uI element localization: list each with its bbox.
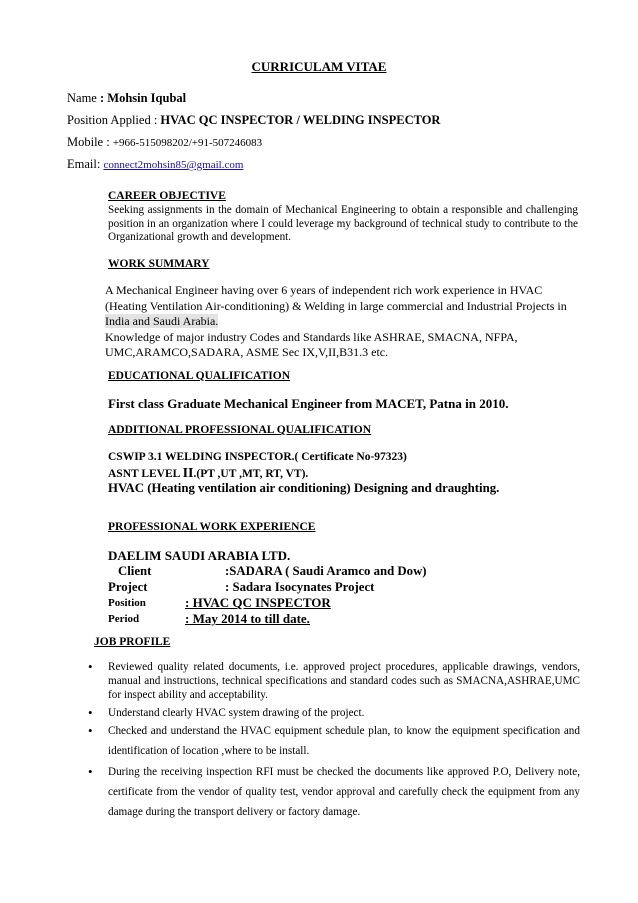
work-summary-line: UMC,ARAMCO,SADARA, ASME Sec IX,V,II,B31.3 etc. [105, 345, 389, 359]
additional-qualification-heading: ADDITIONAL PROFESSIONAL QUALIFICATION [108, 424, 372, 436]
mobile-value: +966-515098202/+91-507246083 [112, 137, 263, 149]
mobile-line [67, 135, 262, 150]
career-objective-text: Seeking assignments in the domain of Mechanical Engineering to obtain a responsible and challenging position in an organization where I could leverage my background of technical study to contribute to the Organizational growth and development. [108, 204, 578, 244]
work-experience-heading: PROFESSIONAL WORK EXPERIENCE [108, 521, 316, 533]
job-profile-item: • Reviewed quality related documents, i.e. approved project procedures, applicable drawings, vendors, manual and instructions, technical specifications and standard codes such as SMACNA,ASHRAE,UMC for inspect ability and acceptability. [88, 660, 580, 702]
job-profile-item: • Checked and understand the HVAC equipment schedule plan, to know the equipment specification and identification of location ,where to be install. [88, 721, 580, 761]
education-heading: EDUCATIONAL QUALIFICATION [108, 370, 291, 382]
client-value: :SADARA ( Saudi Aramco and Dow) [225, 564, 427, 578]
work-summary-line: A Mechanical Engineer having over 6 years of independent rich work experience in HVAC [105, 283, 543, 297]
asnt-label: ASNT LEVEL [108, 468, 183, 480]
name-label: Name [67, 91, 100, 105]
email-label: Email: [67, 157, 104, 171]
email-line [67, 157, 243, 172]
client-label: Client [118, 564, 152, 578]
work-summary-line: Knowledge of major industry Codes and Standards like ASHRAE, SMACNA, NFPA, [105, 329, 518, 344]
position-label: Position Applied : [67, 113, 161, 127]
position-row-value: : HVAC QC INSPECTOR [185, 595, 331, 610]
period-value: : May 2014 to till date. [185, 611, 310, 626]
hvac-design-line: HVAC (Heating ventilation air conditioning) Designing and draughting. [108, 481, 500, 495]
education-text: First class Graduate Mechanical Engineer from MACET, Patna in 2010. [108, 396, 509, 411]
mobile-label: Mobile : [67, 135, 113, 149]
cswip-line: CSWIP 3.1 WELDING INSPECTOR.( Certificate No-97323) [108, 451, 407, 463]
project-value: : Sadara Isocynates Project [225, 580, 375, 594]
email-link[interactable]: connect2mohsin85@gmail.com [103, 159, 244, 171]
name-line [67, 91, 186, 106]
job-profile-heading: JOB PROFILE [94, 636, 171, 648]
position-row-label: Position [108, 597, 146, 609]
asnt-line [108, 466, 308, 482]
work-summary-line [105, 314, 585, 330]
position-value: HVAC QC INSPECTOR / WELDING INSPECTOR [160, 113, 441, 127]
position-applied-line [67, 113, 440, 128]
work-summary-heading: WORK SUMMARY [108, 258, 210, 270]
document-title: CURRICULAM VITAE [251, 59, 387, 74]
period-label: Period [108, 613, 140, 625]
job-profile-item: • Understand clearly HVAC system drawing of the project. [88, 706, 580, 720]
career-objective-heading: CAREER OBJECTIVE [108, 190, 226, 202]
job-profile-list [88, 660, 580, 826]
project-label: Project [108, 580, 148, 594]
asnt-level: II [182, 466, 194, 481]
asnt-methods: .(PT ,UT ,MT, RT, VT). [193, 468, 309, 480]
job-profile-item: • During the receiving inspection RFI must be checked the documents like approved P.O, Delivery note, certificate from the vendor of quality test, vendor approval and carefully check the equipment from any damage during the transport delivery or factory damage. [88, 762, 580, 822]
name-value: : Mohsin Iqubal [99, 91, 187, 105]
work-summary-line: (Heating Ventilation Air-conditioning) & Welding in large commercial and Industrial Projects in [105, 298, 567, 313]
work-summary-highlight: India and Saudi Arabia. [105, 314, 219, 328]
work-summary-text [105, 283, 585, 361]
company-name: DAELIM SAUDI ARABIA LTD. [108, 548, 291, 563]
